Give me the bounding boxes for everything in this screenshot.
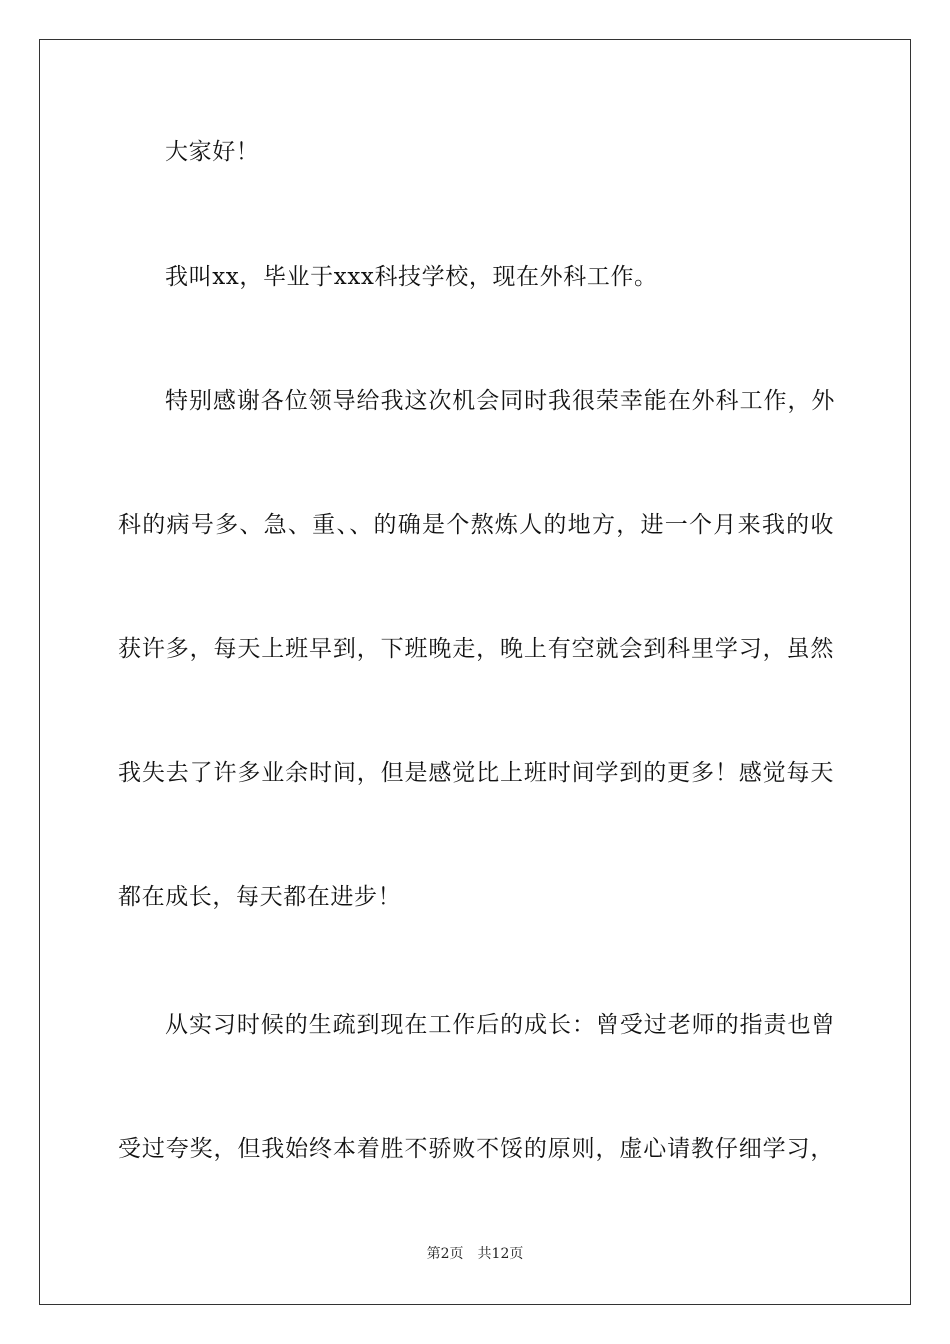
intro-line: 我叫xx，毕业于xxx科技学校，现在外科工作。 — [165, 264, 658, 290]
page-footer — [0, 1245, 950, 1263]
total-pages: 共12页 — [477, 1246, 524, 1262]
page-frame — [39, 39, 911, 1305]
paragraph-line: 科的病号多、急、重、、的确是个熬炼人的地方，进一个月来我的收 — [118, 512, 834, 538]
paragraph-line: 获许多，每天上班早到，下班晚走，晚上有空就会到科里学习，虽然 — [118, 636, 834, 662]
paragraph-line: 从实习时候的生疏到现在工作后的成长：曾受过老师的指责也曾 — [165, 1012, 835, 1038]
paragraph-line: 受过夸奖，但我始终本着胜不骄败不馁的原则，虚心请教仔细学习， — [118, 1136, 834, 1162]
greeting-line: 大家好！ — [165, 139, 260, 165]
paragraph-line: 我失去了许多业余时间，但是感觉比上班时间学到的更多！感觉每天 — [118, 760, 834, 786]
page-number: 第2页 — [426, 1246, 464, 1262]
paragraph-line: 都在成长，每天都在进步！ — [118, 884, 402, 910]
paragraph-line: 特别感谢各位领导给我这次机会同时我很荣幸能在外科工作，外 — [165, 388, 835, 414]
